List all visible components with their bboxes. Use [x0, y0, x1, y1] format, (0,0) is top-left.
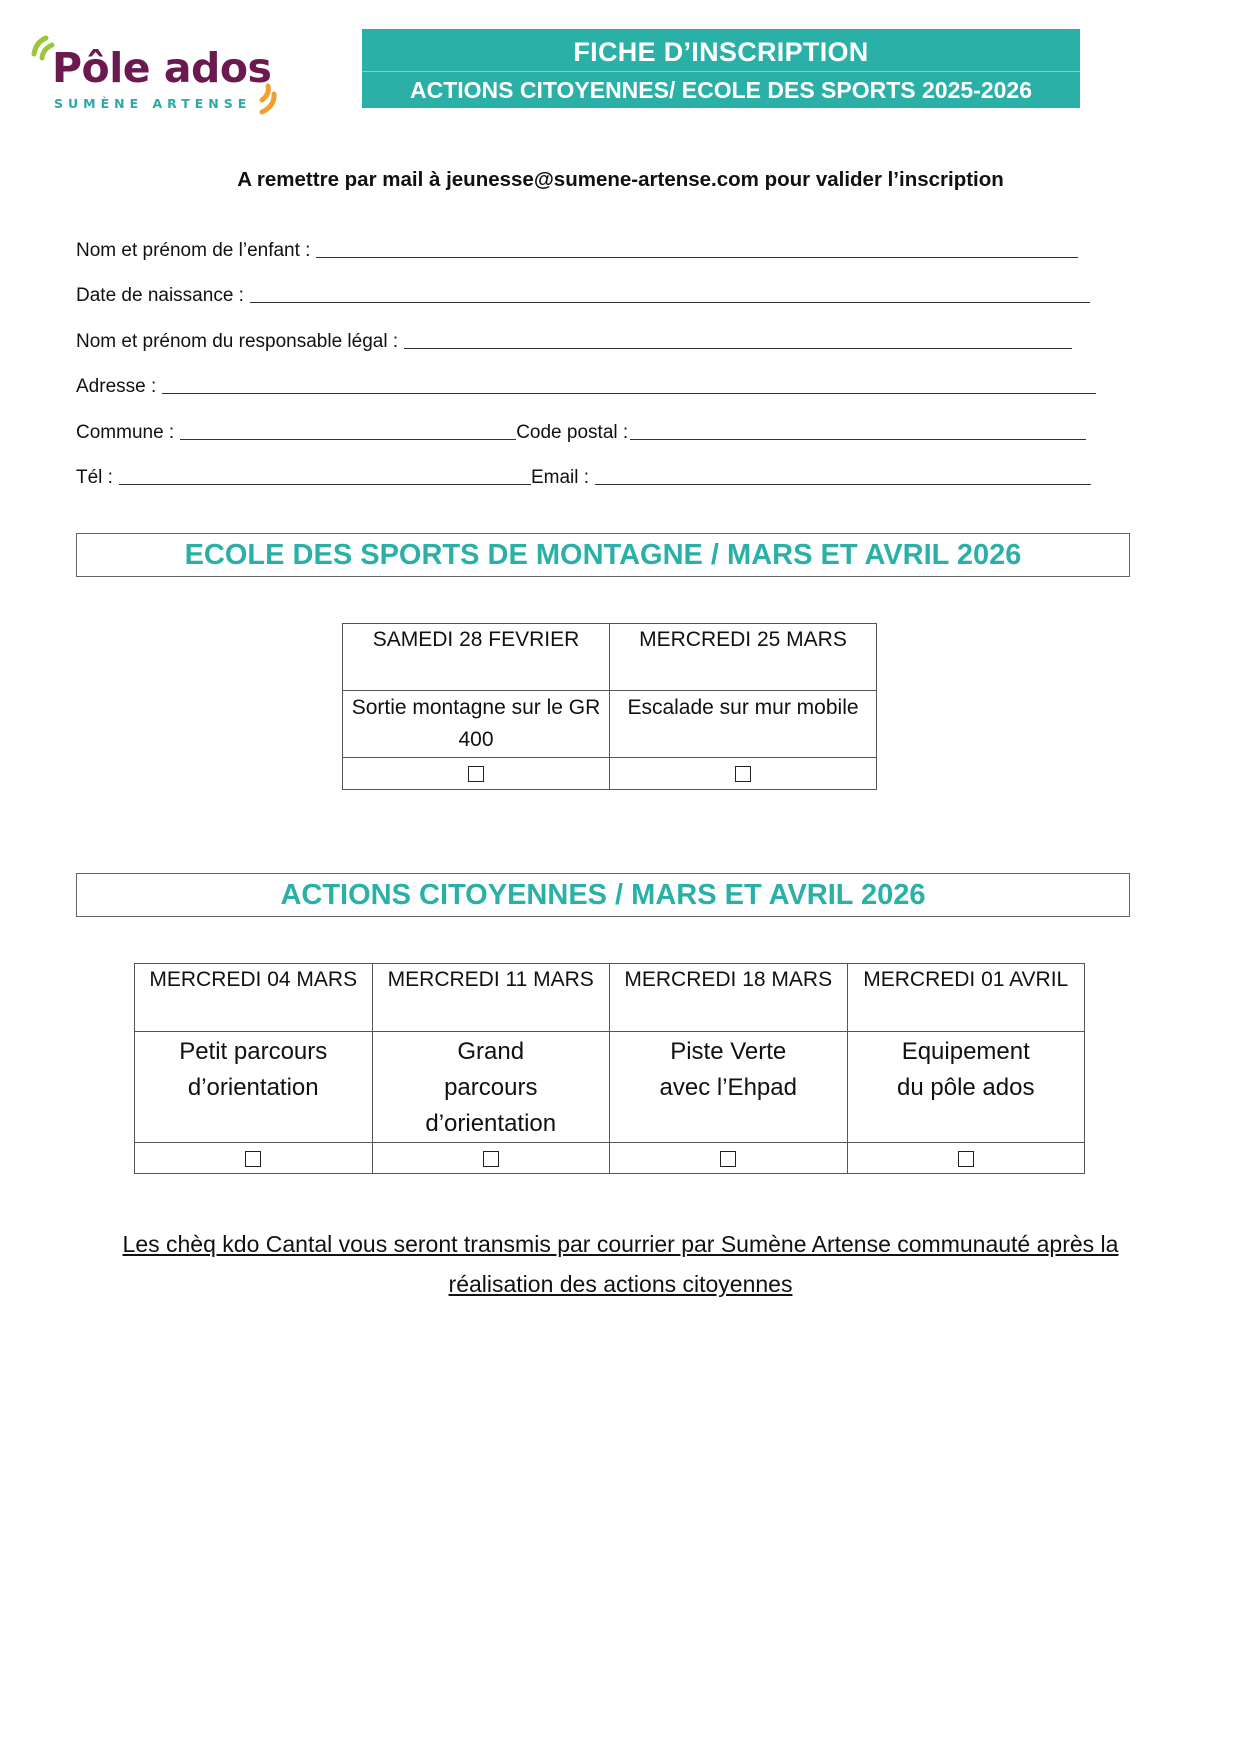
email-label: Email : [530, 467, 590, 488]
birth-date-label: Date de naissance : [76, 285, 244, 306]
citizen-checkbox-2[interactable] [483, 1151, 499, 1167]
phone-email-row [76, 459, 1091, 489]
citizen-checkbox-cell-2 [372, 1143, 610, 1174]
sports-activities-table [342, 623, 877, 790]
form-subtitle: ACTIONS CITOYENNES/ ECOLE DES SPORTS 2025-2026 [409, 77, 1033, 103]
town-field[interactable] [180, 438, 516, 440]
citizen-activity-2: Grand parcours d’orientation [372, 1032, 610, 1143]
citizen-checkbox-cell-3 [610, 1143, 848, 1174]
address-row [76, 368, 1096, 398]
citizen-activities-table [134, 963, 1085, 1174]
guardian-name-field[interactable] [404, 347, 1072, 349]
address-label: Adresse : [76, 376, 157, 397]
email-field[interactable] [595, 483, 1091, 485]
guardian-name-label: Nom et prénom du responsable légal : [76, 331, 399, 352]
citizen-activity-3: Piste Verte avec l’Ehpad [610, 1032, 848, 1143]
address-field[interactable] [162, 392, 1096, 394]
submission-instruction: A remettre par mail à jeunesse@sumene-artense.com pour valider l’inscription [237, 168, 1004, 191]
sports-checkbox-2[interactable] [735, 766, 751, 782]
sports-checkbox-cell-1 [343, 758, 610, 790]
banner-divider [362, 71, 1080, 72]
town-label: Commune : [76, 422, 175, 443]
citizen-checkbox-cell-4 [847, 1143, 1085, 1174]
citizen-date-2: MERCREDI 11 MARS [372, 964, 610, 1032]
signal-arcs-orange-icon [248, 82, 278, 118]
child-name-field[interactable] [316, 256, 1078, 258]
citizen-activity-1: Petit parcours d’orientation [135, 1032, 373, 1143]
phone-field[interactable] [119, 483, 531, 485]
citizen-date-3: MERCREDI 18 MARS [610, 964, 848, 1032]
citizen-date-1: MERCREDI 04 MARS [135, 964, 373, 1032]
sports-checkbox-cell-2 [610, 758, 877, 790]
citizen-checkbox-cell-1 [135, 1143, 373, 1174]
form-title: FICHE D’INSCRIPTION [573, 37, 869, 67]
logo-subtitle-text: SUMÈNE ARTENSE [54, 96, 252, 111]
sports-section-title: ECOLE DES SPORTS DE MONTAGNE / MARS ET AVRIL 2026 [76, 533, 1130, 577]
citizen-checkbox-4[interactable] [958, 1151, 974, 1167]
citizen-checkbox-3[interactable] [720, 1151, 736, 1167]
sports-date-1: SAMEDI 28 FEVRIER [343, 624, 610, 691]
birth-date-field[interactable] [250, 301, 1090, 303]
sports-activity-2: Escalade sur mur mobile [610, 691, 877, 758]
gift-voucher-note: Les chèq kdo Cantal vous seront transmis par courrier par Sumène Artense communauté après la réalisation des actions citoyennes [122, 1231, 1119, 1297]
birth-date-row [76, 277, 1090, 307]
pole-ados-logo [30, 30, 280, 116]
sports-activity-1: Sortie montagne sur le GR 400 [343, 691, 610, 758]
citizen-section-title: ACTIONS CITOYENNES / MARS ET AVRIL 2026 [76, 873, 1130, 917]
phone-label: Tél : [76, 467, 113, 488]
guardian-name-row [76, 323, 1072, 353]
postal-code-field[interactable] [630, 438, 1086, 440]
citizen-checkbox-1[interactable] [245, 1151, 261, 1167]
postal-code-label: Code postal : [516, 422, 629, 443]
sports-checkbox-1[interactable] [468, 766, 484, 782]
citizen-date-4: MERCREDI 01 AVRIL [847, 964, 1085, 1032]
town-postal-row [76, 414, 1086, 444]
header-banner [362, 29, 1080, 108]
child-name-label: Nom et prénom de l’enfant : [76, 240, 311, 261]
child-name-row [76, 232, 1078, 262]
citizen-activity-4: Equipement du pôle ados [847, 1032, 1085, 1143]
logo-brand-text: Pôle ados [52, 44, 272, 92]
sports-date-2: MERCREDI 25 MARS [610, 624, 877, 691]
